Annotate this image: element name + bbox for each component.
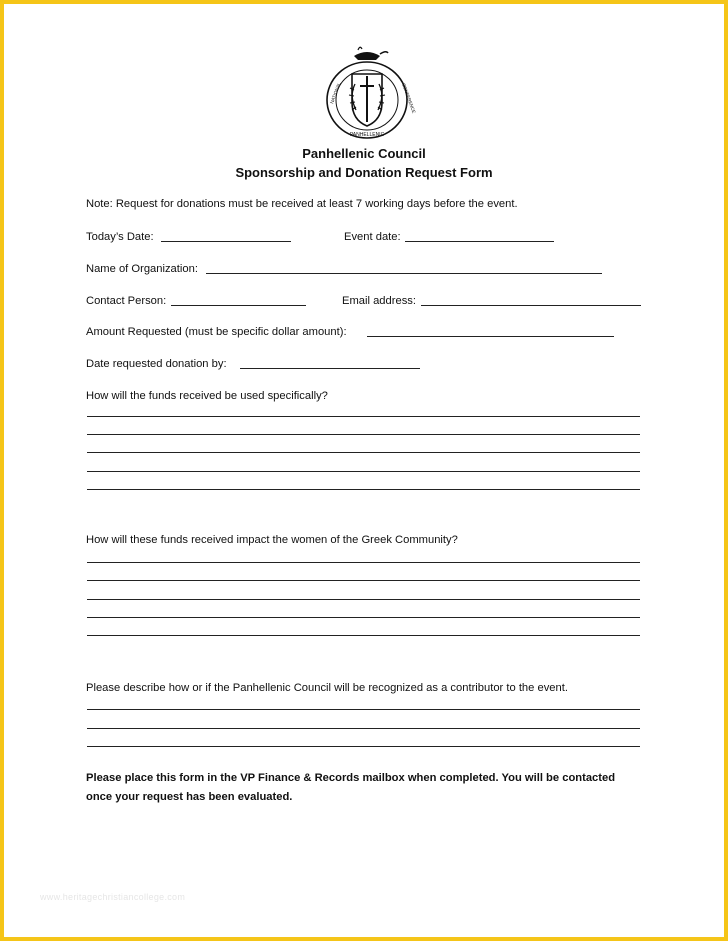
funds-use-answer-line[interactable] (87, 489, 640, 490)
donation-note: Note: Request for donations must be received at least 7 working days before the event. (86, 198, 518, 210)
contact-person-label: Contact Person: (86, 295, 167, 307)
date-requested-label: Date requested donation by: (86, 358, 227, 370)
event-date-field[interactable] (405, 231, 554, 242)
amount-requested-label: Amount Requested (must be specific dollar amount): (86, 326, 347, 338)
email-label: Email address: (342, 295, 416, 307)
svg-text:CONFERENCE: CONFERENCE (401, 82, 417, 114)
impact-answer-line[interactable] (87, 617, 640, 618)
impact-question: How will these funds received impact the women of the Greek Community? (86, 534, 458, 546)
recognition-answer-line[interactable] (87, 709, 640, 710)
funds-use-answer-line[interactable] (87, 434, 640, 435)
closing-instruction-line-2: once your request has been evaluated. (86, 791, 293, 803)
recognition-answer-line[interactable] (87, 746, 640, 747)
todays-date-field[interactable] (161, 231, 291, 242)
organization-field[interactable] (206, 263, 602, 274)
funds-use-answer-line[interactable] (87, 452, 640, 453)
svg-text:NATIONAL: NATIONAL (329, 81, 342, 105)
svg-text:PANHELLENIC: PANHELLENIC (349, 132, 385, 138)
recognition-answer-line[interactable] (87, 728, 640, 729)
funds-use-question: How will the funds received be used specifically? (86, 390, 328, 402)
impact-answer-line[interactable] (87, 599, 640, 600)
impact-answer-line[interactable] (87, 562, 640, 563)
contact-person-field[interactable] (171, 295, 306, 306)
form-title: Panhellenic Council (302, 146, 426, 161)
impact-answer-line[interactable] (87, 635, 640, 636)
closing-instruction-line-1: Please place this form in the VP Finance & Records mailbox when completed. You will be contacted (86, 772, 616, 784)
impact-answer-line[interactable] (87, 580, 640, 581)
funds-use-answer-line[interactable] (87, 471, 640, 472)
recognition-question: Please describe how or if the Panhellenic Council will be recognized as a contributor to the event. (86, 682, 568, 694)
funds-use-answer-line[interactable] (87, 416, 640, 417)
todays-date-label: Today’s Date: (86, 231, 154, 243)
form-page (4, 4, 724, 937)
event-date-label: Event date: (344, 231, 401, 243)
date-requested-field[interactable] (240, 358, 420, 369)
panhellenic-seal-logo (324, 44, 417, 142)
amount-requested-field[interactable] (367, 326, 614, 337)
organization-label: Name of Organization: (86, 263, 198, 275)
form-subtitle: Sponsorship and Donation Request Form (235, 165, 493, 180)
email-field[interactable] (421, 295, 641, 306)
site-watermark: www.heritagechristiancollege.com (40, 892, 186, 902)
